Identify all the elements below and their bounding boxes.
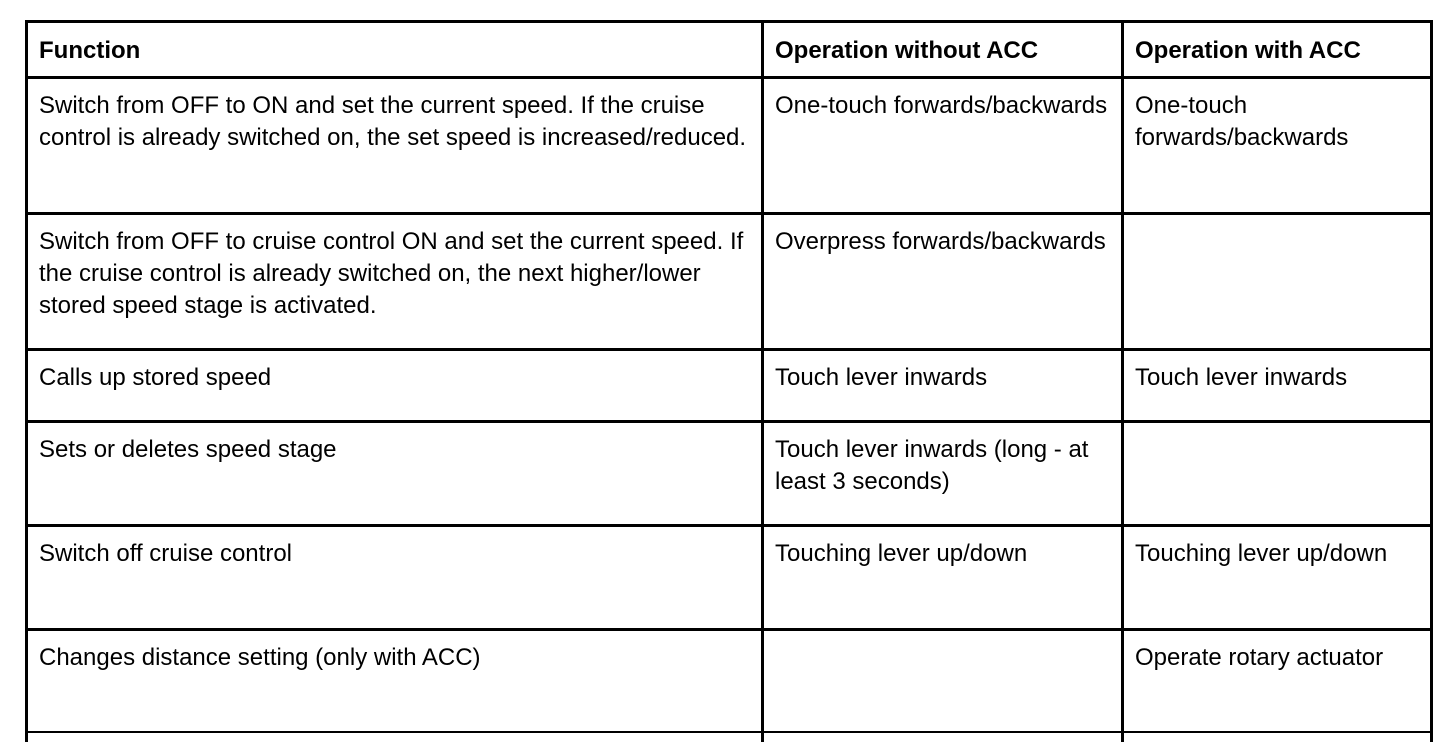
cell-function: Switch from OFF to cruise control ON and set the current speed. If the cruise control is already switched on, the next higher/lower stored speed stage is activated. (27, 214, 763, 350)
cell-with-acc (1123, 214, 1432, 350)
cell-without-acc: Overpress forwards/backwards (763, 214, 1123, 350)
cell-function: Changes distance setting (only with ACC) (27, 630, 763, 742)
cell-without-acc (763, 630, 1123, 742)
header-operation-without-acc: Operation without ACC (763, 22, 1123, 78)
table-row (27, 350, 1432, 422)
cell-with-acc (1123, 422, 1432, 526)
cell-without-acc: One-touch forwards/backwards (763, 78, 1123, 214)
header-function: Function (27, 22, 763, 78)
cell-with-acc: Touch lever inwards (1123, 350, 1432, 422)
cruise-control-function-table (25, 20, 1433, 742)
cell-without-acc: Touch lever inwards (763, 350, 1123, 422)
cell-function: Switch off cruise control (27, 526, 763, 630)
cell-with-acc: Touching lever up/down (1123, 526, 1432, 630)
cell-function: Calls up stored speed (27, 350, 763, 422)
cell-with-acc: Operate rotary actuator (1123, 630, 1432, 742)
header-operation-with-acc: Operation with ACC (1123, 22, 1432, 78)
table-row (27, 630, 1432, 742)
cell-without-acc: Touching lever up/down (763, 526, 1123, 630)
cell-with-acc: One-touch forwards/backwards (1123, 78, 1432, 214)
table-row (27, 78, 1432, 214)
table-header-row (27, 22, 1432, 78)
cell-without-acc: Touch lever inwards (long - at least 3 seconds) (763, 422, 1123, 526)
table-row (27, 526, 1432, 630)
cell-function: Switch from OFF to ON and set the current speed. If the cruise control is already switched on, the set speed is increased/reduced. (27, 78, 763, 214)
cell-function: Sets or deletes speed stage (27, 422, 763, 526)
table-row (27, 422, 1432, 526)
table-row (27, 214, 1432, 350)
table-bottom-border (25, 731, 1430, 733)
